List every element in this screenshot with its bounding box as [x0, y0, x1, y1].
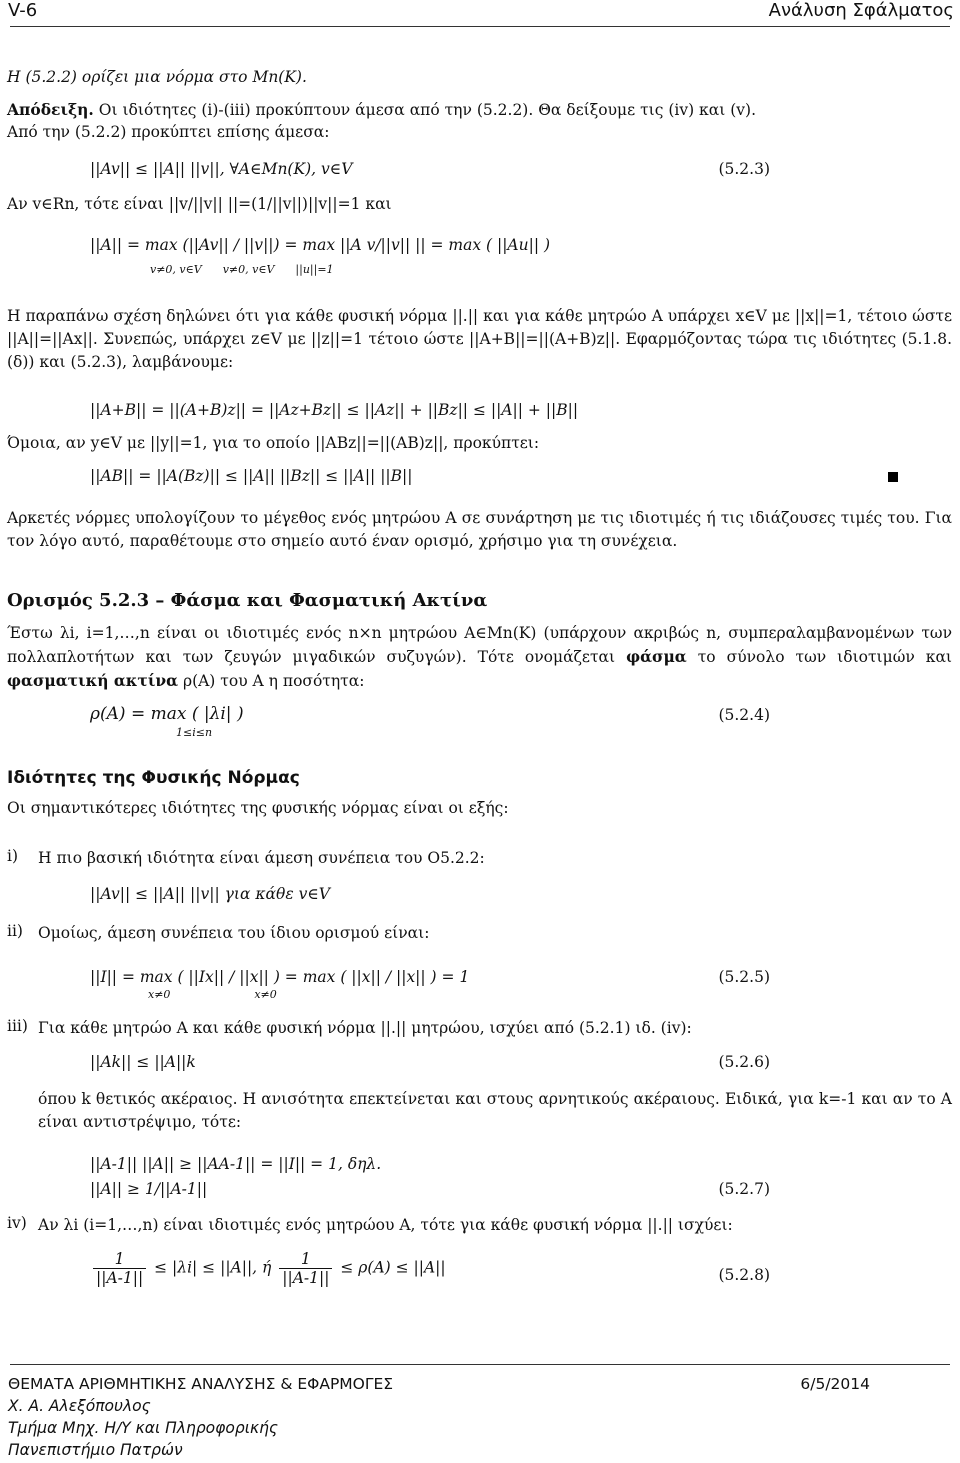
fraction-1-numerator: 1 — [93, 1250, 146, 1269]
qed-square-icon — [888, 472, 898, 482]
fraction-2 — [279, 1250, 332, 1287]
chapter-title: Ανάλυση Σφάλματος — [768, 0, 954, 21]
item-ii-number: ii) — [7, 922, 23, 940]
section-title: Ιδιότητες της Φυσικής Νόρμας — [7, 768, 300, 788]
equation-spectral-radius: ρ(A) = max ( |λi| ) — [90, 704, 244, 724]
fraction-1 — [93, 1250, 146, 1287]
item-iii-equation: ||Ak|| ≤ ||A||k — [90, 1053, 196, 1071]
equation-max-subscripts: v≠0, v∈V v≠0, v∈V ||u||=1 — [150, 263, 334, 276]
fraction-2-numerator: 1 — [279, 1250, 332, 1269]
unit-vector-line: Αν v∈Rn, τότε είναι ||v/||v|| ||=(1/||v||)||v||=1 και — [7, 195, 392, 213]
definition-title: Ορισμός 5.2.3 – Φάσμα και Φασματική Ακτίνα — [7, 590, 488, 611]
label-5-2-8: (5.2.8) — [718, 1266, 770, 1284]
item-iv-equation — [90, 1250, 446, 1287]
item-ii-subscripts: x≠0 x≠0 — [148, 988, 277, 1001]
footer-university: Πανεπιστήμιο Πατρών — [8, 1441, 183, 1459]
label-5-2-6: (5.2.6) — [718, 1053, 770, 1071]
item-iv-eq-mid: ≤ |λi| ≤ ||A||, ή — [149, 1258, 277, 1277]
term-spectral-radius: φασματική ακτίνα — [7, 671, 179, 690]
item-i-number: i) — [7, 847, 19, 865]
definition-text — [7, 622, 952, 693]
item-i-text: Η πιο βασική ιδιότητα είναι άμεση συνέπεια του Ο5.2.2: — [38, 849, 485, 867]
item-iii-equation-3: ||A|| ≥ 1/||A-1|| — [90, 1180, 208, 1198]
definition-text-a: Έστω λi, i=1,…,n είναι οι ιδιοτιμές ενός n×n μητρώου A∈Mn(K) (υπάρχουν ακριβώς n, συμπεραλαμβανομένων των πολλαπλοτήτων και των ζευγών μιγαδικών συζυγών). Τότε ονομάζεται — [7, 624, 952, 666]
equation-max: ||A|| = max (||Av|| / ||v||) = max ||A v/||v|| || = max ( ||Au|| ) — [90, 236, 551, 254]
paragraph-natural-norm: Η παραπάνω σχέση δηλώνει ότι για κάθε φυσική νόρμα ||.|| και για κάθε μητρώο A υπάρχει x∈V με ||x||=1, τέτοιο ώστε ||A||=||Ax||. Συνεπώς, υπάρχει z∈V με ||z||=1 τέτοιο ώστε ||A+B||=||(A+B)z||. Εφαρμόζοντας τώρα τις ιδιότητες (5.1.8.(δ)) και (5.2.3), λαμβάνουμε: — [7, 307, 953, 371]
proof-label: Απόδειξη. — [7, 100, 94, 119]
footer-department: Τμήμα Μηχ. Η/Υ και Πληροφορικής — [8, 1419, 279, 1437]
equation-sum-norm: ||A+B|| = ||(A+B)z|| = ||Az+Bz|| ≤ ||Az|| + ||Bz|| ≤ ||A|| + ||B|| — [90, 401, 579, 419]
equation-product-norm: ||AB|| = ||A(Bz)|| ≤ ||A|| ||Bz|| ≤ ||A|| ||B|| — [90, 467, 413, 485]
proof-line — [7, 98, 756, 122]
paragraph-eigenvalues: Αρκετές νόρμες υπολογίζουν το μέγεθος ενός μητρώου A σε συνάρτηση με τις ιδιοτιμές ή τις ιδιάζουσες τιμές του. Για τον λόγο αυτό, παραθέτουμε στο σημείο αυτό έναν ορισμό, χρήσιμο για τη συνέχεια. — [7, 509, 952, 550]
footer-author: Χ. Α. Αλεξόπουλος — [8, 1397, 151, 1415]
definition-text-b: το σύνολο των ιδιοτιμών και — [686, 648, 952, 666]
item-iv-text: Αν λi (i=1,…,n) είναι ιδιοτιμές ενός μητρώου A, τότε για κάθε φυσική νόρμα ||.|| ισχύει: — [38, 1216, 733, 1234]
definition-text-c: ρ(A) του A η ποσότητα: — [178, 672, 365, 690]
equation-spectral-radius-subscript: 1≤i≤n — [176, 726, 213, 739]
footer-course: ΘΕΜΑΤΑ ΑΡΙΘΜΗΤΙΚΗΣ ΑΝΑΛΥΣΗΣ & ΕΦΑΡΜΟΓΕΣ — [8, 1375, 394, 1393]
similarly-line: Όμοια, αν y∈V με ||y||=1, για το οποίο ||ABz||=||(AB)z||, προκύπτει: — [7, 434, 540, 452]
item-iv-eq-end: ≤ ρ(A) ≤ ||A|| — [335, 1258, 446, 1277]
item-iii-note: όπου k θετικός ακέραιος. Η ανισότητα επεκτείνεται και στους αρνητικούς ακέραιους. Ειδικά, για k=-1 και αν το A είναι αντιστρέψιμο, τότε: — [38, 1090, 952, 1131]
item-iii-text: Για κάθε μητρώο A και κάθε φυσική νόρμα ||.|| μητρώου, ισχύει από (5.2.1) ιδ. (iv): — [38, 1019, 692, 1037]
norm-statement: H (5.2.2) ορίζει μια νόρμα στο Mn(K). — [7, 68, 307, 86]
label-5-2-7: (5.2.7) — [718, 1180, 770, 1198]
equation-5-2-3: ||Av|| ≤ ||A|| ||v||, ∀A∈Mn(K), v∈V — [90, 160, 353, 178]
item-i-equation: ||Av|| ≤ ||A|| ||v|| για κάθε v∈V — [90, 885, 331, 903]
item-iii-equation-2: ||A-1|| ||A|| ≥ ||AA-1|| = ||I|| = 1, δηλ. — [90, 1155, 382, 1173]
footer-date: 6/5/2014 — [800, 1375, 870, 1393]
item-iv-number: iv) — [7, 1214, 27, 1232]
proof-text: Οι ιδιότητες (i)-(iii) προκύπτουν άμεσα από την (5.2.2). Θα δείξουμε τις (iv) και (v). — [93, 101, 756, 119]
section-intro: Οι σημαντικότερες ιδιότητες της φυσικής νόρμας είναι οι εξής: — [7, 799, 509, 817]
page-number: V-6 — [8, 0, 38, 21]
fraction-1-denominator: ||A-1|| — [96, 1269, 144, 1287]
item-iii-number: iii) — [7, 1017, 28, 1035]
label-5-2-3: (5.2.3) — [718, 160, 770, 178]
footer-rule — [10, 1364, 950, 1365]
proof-line-2: Από την (5.2.2) προκύπτει επίσης άμεσα: — [7, 123, 330, 141]
label-5-2-4: (5.2.4) — [718, 706, 770, 724]
item-ii-text: Ομοίως, άμεση συνέπεια του ίδιου ορισμού είναι: — [38, 924, 430, 942]
term-spectrum: φάσμα — [626, 647, 687, 666]
item-ii-equation: ||I|| = max ( ||Ix|| / ||x|| ) = max ( ||x|| / ||x|| ) = 1 — [90, 968, 470, 986]
fraction-2-denominator: ||A-1|| — [282, 1269, 330, 1287]
header-rule — [10, 26, 950, 27]
label-5-2-5: (5.2.5) — [718, 968, 770, 986]
